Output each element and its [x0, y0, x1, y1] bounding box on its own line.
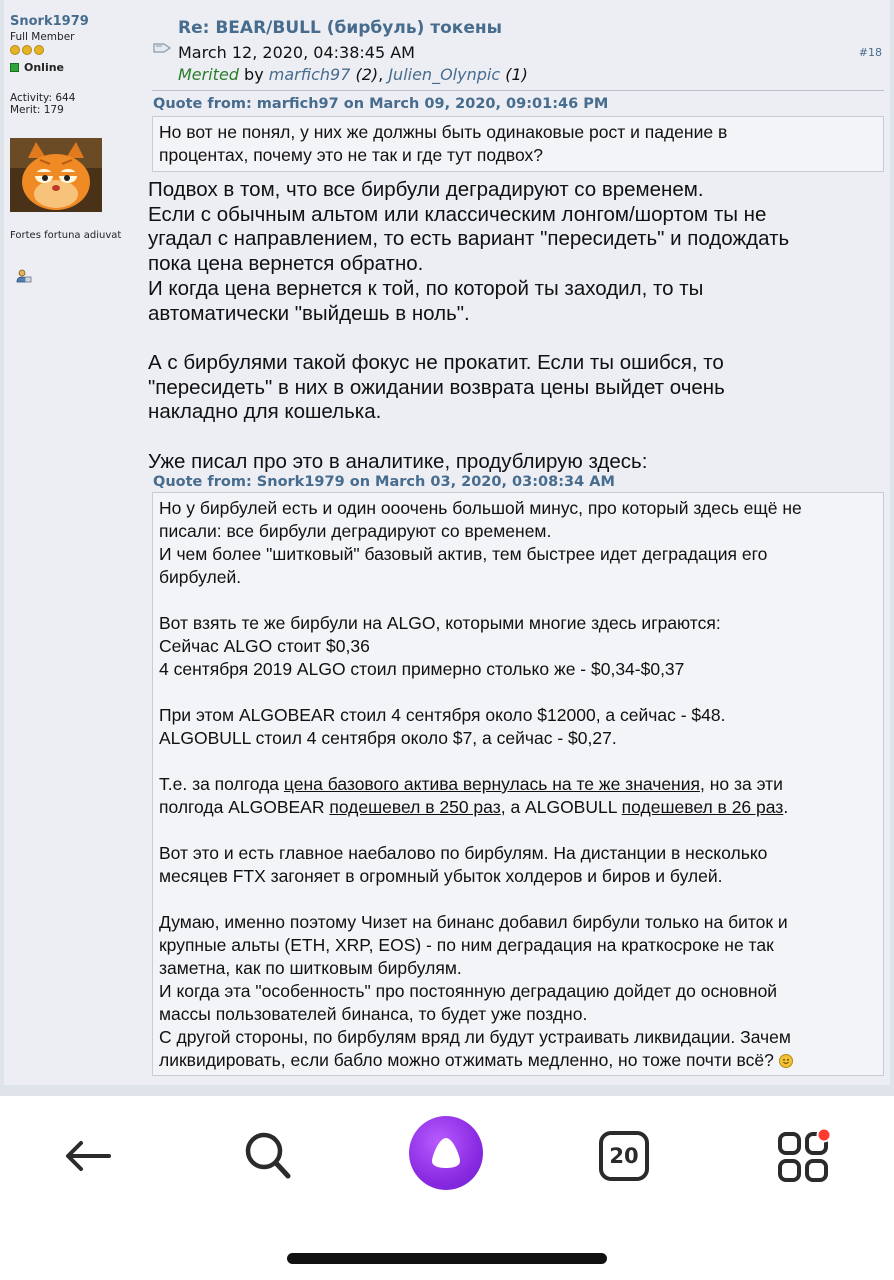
quote-line: И чем более "шитковый" базовый актив, тем быстрее идет деградация его — [159, 544, 768, 564]
merit-separator: , — [378, 65, 384, 84]
body-line: автоматически "выйдешь в ноль". — [148, 301, 470, 325]
quote-header-link[interactable]: Quote from: marfich97 on March 09, 2020, 09:01:46 PM — [153, 96, 609, 112]
page-border-left — [0, 0, 4, 1096]
quote-line: массы пользователей бинанса, то будет уже поздно. — [159, 1004, 588, 1024]
quote-line: Вот взять те же бирбули на ALGO, которыми многие здесь играются: — [159, 613, 721, 633]
quote-line: С другой стороны, по бирбулям вряд ли будут устраивать ликвидации. Зачем — [159, 1027, 791, 1047]
search-button[interactable] — [228, 1116, 308, 1196]
quote-box — [152, 492, 884, 1076]
underlined-text: цена базового актива вернулась на те же значения — [283, 774, 700, 794]
services-menu-button[interactable] — [764, 1116, 844, 1196]
merit-user-link[interactable]: Julien_Olynpic — [388, 65, 501, 84]
underlined-text: подешевел в 250 раз — [329, 797, 501, 817]
quote-line: Но вот не понял, у них же должны быть одинаковые рост и падение в — [159, 122, 728, 142]
quote-line: Но у бирбулей есть и один ооочень большой минус, про который здесь ещё не — [159, 498, 802, 518]
apps-grid-icon — [776, 1128, 832, 1184]
body-line: угадал с направлением, то есть вариант "пересидеть" и подождать — [148, 227, 790, 251]
tabs-button[interactable] — [584, 1116, 664, 1196]
quote-line: Думаю, именно поэтому Чизет на бинанс добавил бирбули только на биток и — [159, 912, 788, 932]
quote-line — [159, 773, 877, 796]
post-date: March 12, 2020, 04:38:45 AM — [178, 43, 415, 62]
merit-count: (2) — [355, 65, 379, 84]
body-line: Если с обычным альтом или классическим лонгом/шортом ты не — [148, 202, 767, 226]
quote-text: , а ALGOBULL — [500, 797, 622, 817]
tabs-count: 20 — [609, 1144, 639, 1168]
quote-text: полгода ALGOBEAR — [159, 797, 330, 817]
poster-rank: Full Member — [10, 31, 75, 43]
quote-line: И когда эта "особенность" про постоянную деградацию дойдет до основной — [159, 981, 778, 1001]
cat-avatar-icon — [10, 138, 102, 212]
body-line: "пересидеть" в них в ожидании возврата цены выйдет очень — [148, 375, 725, 399]
quote-line: Сейчас ALGO стоит $0,36 — [159, 636, 370, 656]
body-line: накладно для кошелька. — [148, 400, 382, 424]
quote-line: писали: все бирбули деградируют со временем. — [159, 521, 552, 541]
poster-motto: Fortes fortuna adiuvat — [10, 230, 122, 241]
merit-count: (1) — [505, 65, 528, 84]
page-border-right — [890, 0, 894, 1096]
quote-line: процентах, почему это не так и где тут подвох? — [159, 145, 544, 165]
quote-text: . — [783, 797, 789, 817]
poster-info — [10, 14, 145, 241]
avatar — [10, 138, 102, 212]
quote-text: ликвидировать, если бабло можно отжимать медленно, но тоже почти всё? — [159, 1050, 774, 1070]
body-line: А с бирбулями такой фокус не прокатит. Если ты ошибся, то — [148, 350, 724, 374]
merit-user-link[interactable]: marfich97 — [268, 65, 351, 84]
quote-text: Т.е. за полгода — [159, 774, 284, 794]
poster-name-link[interactable]: Snork1979 — [10, 14, 89, 29]
body-line: Подвох в том, что все бирбули деградируют со временем. — [148, 178, 704, 201]
quote-line: заметна, как по шитковым бирбулям. — [159, 958, 462, 978]
rank-stars-icon — [10, 45, 145, 55]
back-button[interactable] — [48, 1116, 128, 1196]
profile-icon[interactable] — [16, 268, 32, 288]
quote-line: Вот это и есть главное наебалово по бирбулям. На дистанции в несколько — [159, 843, 768, 863]
post-title-link[interactable]: Re: BEAR/BULL (бирбуль) токены — [178, 18, 502, 38]
quote-header-link[interactable]: Quote from: Snork1979 on March 03, 2020, 03:08:34 AM — [153, 474, 615, 490]
topic-xx-icon — [152, 40, 172, 60]
underlined-text: подешевел в 26 раз — [621, 797, 784, 817]
smiley-icon — [779, 1054, 793, 1068]
quote-line: бирбулей. — [159, 567, 242, 587]
post-number-link[interactable]: #18 — [858, 46, 882, 59]
home-indicator — [287, 1253, 607, 1264]
quote-text: , но за эти — [699, 774, 783, 794]
merit-stat: Merit: 179 — [10, 104, 64, 116]
activity-stat: Activity: 644 — [10, 92, 76, 104]
body-line: Уже писал про это в аналитике, продублирую здесь: — [148, 449, 648, 473]
online-dot-icon — [10, 63, 19, 72]
merited-line — [178, 65, 528, 84]
page-border-bottom — [0, 1085, 894, 1096]
quote-line: крупные альты (ETH, XRP, EOS) - по ним деградация на краткосроке не так — [159, 935, 774, 955]
quote-line — [159, 796, 877, 819]
alice-assistant-icon — [409, 1116, 483, 1190]
alice-voice-button[interactable] — [409, 1116, 483, 1190]
quote-line: месяцев FTX загоняет в огромный убыток холдеров и биров и булей. — [159, 866, 723, 886]
quote-line — [159, 1049, 877, 1072]
quote-box — [152, 116, 884, 172]
merited-label: Merited — [178, 65, 239, 84]
quote-line: ALGOBULL стоил 4 сентября около $7, а сейчас - $0,27. — [159, 728, 617, 748]
body-line: И когда цена вернется к той, по которой ты заходил, то ты — [148, 276, 704, 300]
quote-line: При этом ALGOBEAR стоил 4 сентября около $12000, а сейчас - $48. — [159, 705, 726, 725]
online-label: Online — [24, 61, 65, 74]
arrow-left-icon — [63, 1138, 113, 1174]
search-icon — [242, 1130, 294, 1182]
online-status — [10, 61, 145, 74]
body-line: пока цена вернется обратно. — [148, 252, 424, 276]
quote-line: 4 сентября 2019 ALGO стоил примерно столько же - $0,34-$0,37 — [159, 659, 685, 679]
post-body — [148, 178, 789, 474]
header-divider — [152, 90, 884, 91]
merited-by: by — [244, 65, 264, 84]
